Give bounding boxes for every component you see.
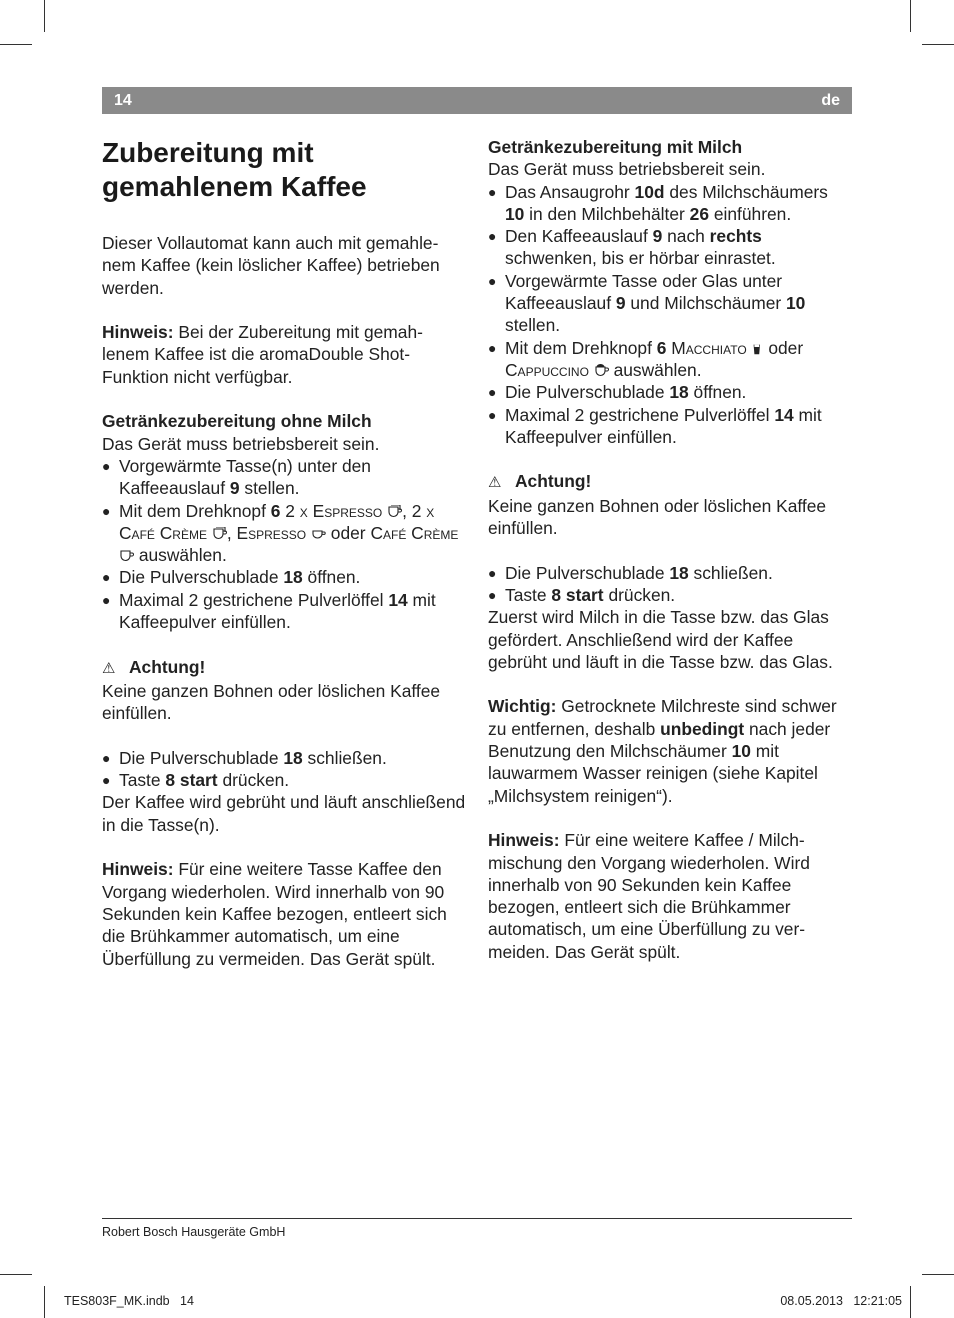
list-item: ● Maximal 2 gestrichene Pulverlöffel 14 mit Kaffeepulver einfüllen. [488, 404, 852, 449]
step-list [488, 181, 852, 449]
crop-mark [922, 44, 954, 45]
warning-text: Keine ganzen Bohnen oder löslichen Kaffee einfüllen. [488, 495, 827, 539]
right-column [488, 136, 852, 963]
cup-icon [119, 549, 134, 562]
note-paragraph: Hinweis: Für eine weitere Kaffee / Milch-mischung den Vorgang wiederholen. Wird innerhalb von 90 Sekunden kein Kaffee bezogen, entleert sich die Brühkammer automatisch, um eine Überfüllung zu ver-meiden. Das Gerät spült. [488, 830, 810, 962]
section-heading: Getränkezubereitung ohne Milch [102, 411, 372, 432]
ready-text: Das Gerät muss betriebsbereit sein. [488, 159, 766, 180]
glass-icon [752, 341, 764, 357]
list-item: ● Maximal 2 gestrichene Pulverlöffel 14 mit Kaffeepulver einfüllen. [102, 589, 468, 634]
step-list [488, 562, 852, 607]
crop-mark [0, 44, 32, 45]
left-column [102, 136, 468, 970]
print-slug-date: 08.05.2013 12:21:05 [780, 1294, 902, 1308]
warning-heading: ⚠ Achtung! [102, 656, 468, 680]
list-item: ● Die Pulverschublade 18 öffnen. [102, 566, 468, 588]
list-item: ● Das Ansaugrohr 10d des Milchschäumers 10 in den Milchbehälter 26 einführen. [488, 181, 852, 226]
result-text: Zuerst wird Milch in die Tasse bzw. das Glas gefördert. Anschließend wird der Kaffee gebrüht und läuft in die Tasse bzw. das Glas. [488, 607, 833, 672]
language-code: de [821, 92, 840, 109]
list-item: ● Den Kaffeeauslauf 9 nach rechts schwenken, bis er hörbar einrastet. [488, 225, 852, 270]
page-title: Zubereitung mit gemahlenem Kaffee [102, 137, 367, 202]
intro-paragraph: Dieser Vollautomat kann auch mit gemahle-nem Kaffee (kein löslicher Kaffee) betrieben werden. [102, 233, 440, 298]
double-cup-icon [387, 505, 402, 518]
list-item: ● Die Pulverschublade 18 öffnen. [488, 381, 852, 403]
warning-icon: ⚠ [102, 659, 116, 677]
footer-rule [102, 1218, 852, 1219]
cup-icon [311, 527, 326, 540]
step-list [102, 455, 468, 633]
list-item: ● Die Pulverschublade 18 schließen. [102, 747, 468, 769]
cappuccino-cup-icon [594, 364, 609, 377]
footer-company: Robert Bosch Hausgeräte GmbH [102, 1225, 286, 1239]
warning-text: Keine ganzen Bohnen oder löslichen Kaffee einfüllen. [102, 680, 441, 724]
crop-mark [44, 1286, 45, 1318]
list-item: ● Vorgewärmte Tasse oder Glas unter Kaffeeauslauf 9 und Milchschäumer 10 stellen. [488, 270, 852, 337]
double-cup-icon [212, 527, 227, 540]
page-number: 14 [114, 92, 132, 109]
note-paragraph: Hinweis: Bei der Zubereitung mit gemah-lenem Kaffee ist die aromaDouble Shot-Funktion nicht verfügbar. [102, 322, 423, 387]
warning-heading: ⚠ Achtung! [488, 470, 852, 494]
ready-text: Das Gerät muss betriebsbereit sein. [102, 433, 380, 454]
list-item: ● Mit dem Drehknopf 6 2 x Espresso , 2 x Café Crème , Espresso oder Café Crème auswählen. [102, 500, 468, 567]
list-item: ● Die Pulverschublade 18 schließen. [488, 562, 852, 584]
note-paragraph: Hinweis: Für eine weitere Tasse Kaffee den Vorgang wiederholen. Wird innerhalb von 90 Sekunden kein Kaffee bezogen, entleert sich die Brühkammer automatisch, um eine Überfüllung zu vermeiden. Das Gerät spült. [102, 859, 447, 969]
section-heading: Getränkezubereitung mit Milch [488, 137, 743, 157]
result-text: Der Kaffee wird gebrüht und läuft anschließend in die Tasse(n). [102, 792, 466, 835]
step-list [102, 747, 468, 792]
list-item: ● Taste 8 start drücken. [488, 584, 852, 606]
page-header-bar [102, 87, 852, 114]
list-item: ● Vorgewärmte Tasse(n) unter den Kaffeeauslauf 9 stellen. [102, 455, 468, 500]
important-paragraph: Wichtig: Getrocknete Milchreste sind schwer zu entfernen, deshalb unbedingt nach jeder Benutzung den Milchschäumer 10 mit lauwarmem Wasser reinigen (siehe Kapitel „Milchsystem reinigen“). [488, 696, 837, 806]
print-slug-file: TES803F_MK.indb 14 [64, 1294, 194, 1308]
crop-mark [922, 1274, 954, 1275]
warning-icon: ⚠ [488, 474, 502, 492]
crop-mark [0, 1274, 32, 1275]
crop-mark [910, 0, 911, 32]
crop-mark [910, 1286, 911, 1318]
list-item: ● Taste 8 start drücken. [102, 769, 468, 791]
crop-mark [44, 0, 45, 32]
list-item: ● Mit dem Drehknopf 6 Macchiato oder Cappuccino auswählen. [488, 337, 852, 382]
